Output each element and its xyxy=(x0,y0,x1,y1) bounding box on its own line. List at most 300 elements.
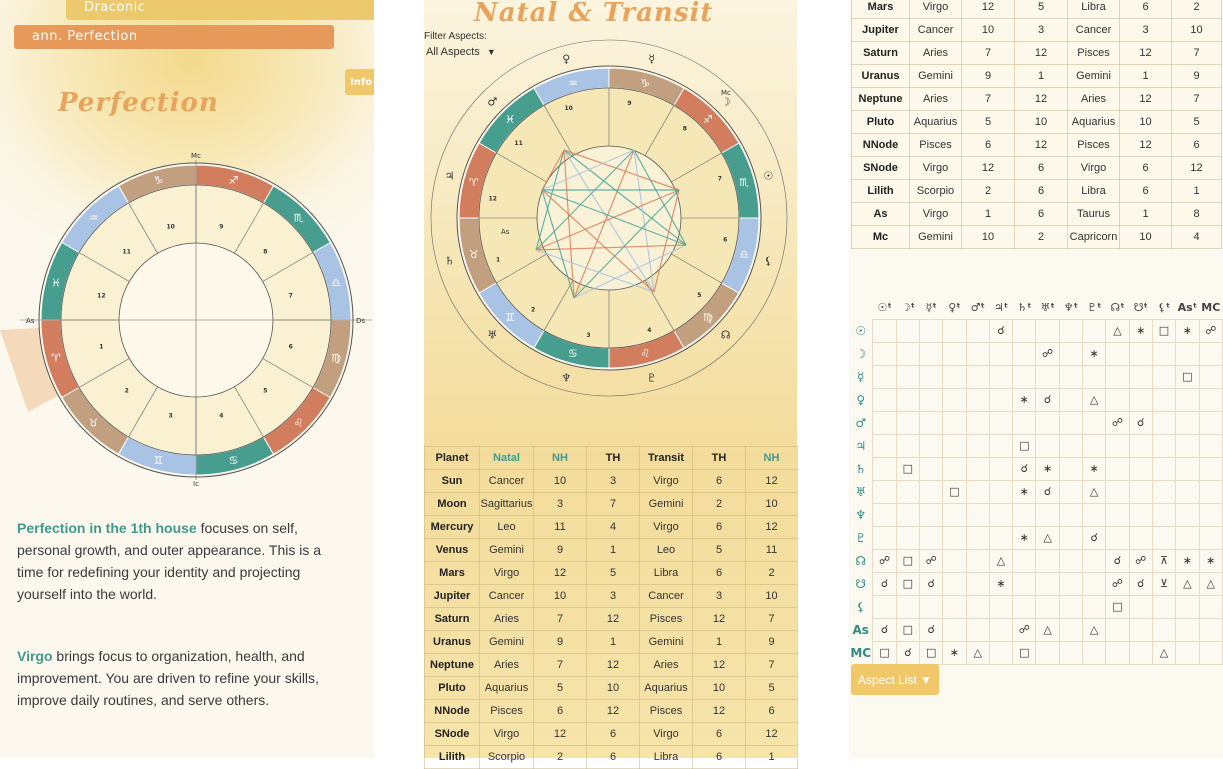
aspect-cell[interactable]: ☍ xyxy=(1199,319,1222,342)
aspect-cell[interactable]: ☌ xyxy=(989,319,1012,342)
aspect-cell[interactable]: ☍ xyxy=(1036,342,1059,365)
aspect-cell[interactable] xyxy=(966,319,989,342)
aspect-cell[interactable] xyxy=(943,388,966,411)
aspect-cell[interactable] xyxy=(1013,595,1036,618)
aspect-cell[interactable] xyxy=(1199,365,1222,388)
aspect-cell[interactable]: □ xyxy=(896,572,919,595)
aspect-cell[interactable] xyxy=(943,457,966,480)
aspect-cell[interactable] xyxy=(1129,618,1152,641)
aspect-cell[interactable] xyxy=(1059,549,1082,572)
aspect-cell[interactable] xyxy=(920,434,943,457)
aspect-row xyxy=(849,434,1223,457)
aspect-cell[interactable] xyxy=(1036,503,1059,526)
table-cell: 9 xyxy=(1172,65,1222,88)
aspect-cell[interactable] xyxy=(943,503,966,526)
table-cell: 2 xyxy=(746,562,798,585)
aspect-cell[interactable] xyxy=(1036,411,1059,434)
aspect-cell[interactable] xyxy=(1176,411,1199,434)
aspect-cell[interactable] xyxy=(1199,434,1222,457)
aspect-cell[interactable] xyxy=(1129,526,1152,549)
aspect-cell[interactable]: ⊻ xyxy=(1152,572,1175,595)
aspect-cell[interactable] xyxy=(1106,526,1129,549)
aspect-cell[interactable]: ☍ xyxy=(1106,572,1129,595)
aspect-cell[interactable]: ∗ xyxy=(1083,457,1106,480)
aspect-cell[interactable]: ∗ xyxy=(1176,319,1199,342)
aspect-cell[interactable] xyxy=(1199,342,1222,365)
aspect-row xyxy=(849,457,1223,480)
table-cell: Gemini xyxy=(480,539,534,562)
aspect-cell[interactable] xyxy=(1199,411,1222,434)
aspect-cell[interactable] xyxy=(966,526,989,549)
table-cell: 12 xyxy=(693,654,746,677)
aspect-cell[interactable] xyxy=(1129,388,1152,411)
aspect-cell[interactable] xyxy=(920,480,943,503)
aspect-cell[interactable] xyxy=(966,549,989,572)
aspect-cell[interactable]: △ xyxy=(989,549,1012,572)
aspect-cell[interactable]: △ xyxy=(1106,319,1129,342)
aspect-cell[interactable] xyxy=(1036,595,1059,618)
aspect-cell[interactable] xyxy=(989,411,1012,434)
aspect-cell[interactable]: ∗ xyxy=(1036,457,1059,480)
table-cell: 9 xyxy=(534,539,587,562)
aspect-cell[interactable] xyxy=(1083,641,1106,664)
table-cell: 6 xyxy=(693,746,746,769)
planet-table-row xyxy=(852,226,1222,249)
aspect-cell[interactable] xyxy=(1199,503,1222,526)
aspect-cell[interactable] xyxy=(1059,503,1082,526)
aspect-cell[interactable] xyxy=(966,572,989,595)
aspect-cell[interactable]: □ xyxy=(896,549,919,572)
table-cell: 12 xyxy=(1015,134,1068,157)
aspect-cell[interactable] xyxy=(1176,342,1199,365)
aspect-cell[interactable] xyxy=(1176,457,1199,480)
aspect-cell[interactable]: □ xyxy=(1176,365,1199,388)
aspect-cell[interactable]: △ xyxy=(1083,388,1106,411)
table-cell: Libra xyxy=(1068,0,1120,19)
perfection-button[interactable]: ann. Perfection xyxy=(14,25,334,49)
aspect-cell[interactable]: ☍ xyxy=(1106,411,1129,434)
aspect-cell[interactable] xyxy=(1059,641,1082,664)
planet-table-row xyxy=(425,654,798,677)
aspect-cell[interactable] xyxy=(920,457,943,480)
table-cell: 12 xyxy=(587,608,640,631)
aspect-cell[interactable] xyxy=(943,342,966,365)
aspect-cell[interactable] xyxy=(1129,595,1152,618)
col-transit-house: TH xyxy=(587,447,640,470)
aspect-cell[interactable]: ∗ xyxy=(1013,526,1036,549)
aspect-cell[interactable] xyxy=(1059,365,1082,388)
aspect-cell[interactable] xyxy=(943,618,966,641)
table-cell: 12 xyxy=(534,723,587,746)
planet-table-row xyxy=(852,19,1222,42)
aspect-cell[interactable] xyxy=(966,618,989,641)
table-cell: Pisces xyxy=(910,134,962,157)
aspect-cell[interactable]: ☍ xyxy=(920,549,943,572)
aspect-cell[interactable]: △ xyxy=(1083,480,1106,503)
aspect-cell[interactable] xyxy=(1083,319,1106,342)
aspect-cell[interactable] xyxy=(1129,641,1152,664)
aspect-cell[interactable] xyxy=(1199,641,1222,664)
aspect-row xyxy=(849,319,1223,342)
aspect-cell[interactable] xyxy=(1152,434,1175,457)
aspect-cell[interactable] xyxy=(1152,411,1175,434)
aspect-cell[interactable]: ☌ xyxy=(920,618,943,641)
aspect-cell[interactable] xyxy=(1106,365,1129,388)
aspect-cell[interactable] xyxy=(1083,572,1106,595)
planet-table-row xyxy=(425,723,798,746)
aspect-cell[interactable] xyxy=(1176,388,1199,411)
planet-glyph-icon: ♅ xyxy=(487,328,498,342)
aspect-cell[interactable] xyxy=(1199,457,1222,480)
table-cell: 12 xyxy=(1120,42,1172,65)
aspect-cell[interactable] xyxy=(989,457,1012,480)
aspect-cell[interactable] xyxy=(966,503,989,526)
aspect-cell[interactable]: ☌ xyxy=(1129,411,1152,434)
aspect-cell[interactable]: ∗ xyxy=(1199,549,1222,572)
aspect-cell[interactable] xyxy=(989,365,1012,388)
filter-aspects-label: Filter Aspects: xyxy=(424,31,487,42)
aspect-cell[interactable]: □ xyxy=(1152,319,1175,342)
aspect-cell[interactable]: □ xyxy=(873,641,896,664)
aspect-cell[interactable]: ∗ xyxy=(943,641,966,664)
aspect-cell[interactable] xyxy=(896,526,919,549)
aspect-cell[interactable] xyxy=(896,342,919,365)
table-cell: Neptune xyxy=(425,654,480,677)
house-number: 7 xyxy=(717,175,722,183)
aspect-cell[interactable] xyxy=(966,342,989,365)
aspect-cell[interactable] xyxy=(989,526,1012,549)
aspect-cell[interactable] xyxy=(943,549,966,572)
aspect-cell[interactable] xyxy=(1106,388,1129,411)
aspect-cell[interactable] xyxy=(1152,526,1175,549)
aspect-cell[interactable] xyxy=(943,595,966,618)
table-cell: 2 xyxy=(962,180,1015,203)
aspect-cell[interactable] xyxy=(873,526,896,549)
house-number: 10 xyxy=(166,223,175,231)
aspect-cell[interactable]: ☌ xyxy=(1083,526,1106,549)
aspect-cell[interactable] xyxy=(1176,618,1199,641)
aspect-cell[interactable] xyxy=(1152,365,1175,388)
aspect-cell[interactable] xyxy=(1036,434,1059,457)
aspect-cell[interactable] xyxy=(1013,365,1036,388)
aspect-cell[interactable]: ☌ xyxy=(896,641,919,664)
aspect-cell[interactable] xyxy=(1106,618,1129,641)
table-cell: 10 xyxy=(746,493,798,516)
aspect-cell[interactable]: ⊼ xyxy=(1152,549,1175,572)
planet-glyph-icon: ♇ xyxy=(646,371,657,385)
aspect-cell[interactable] xyxy=(966,457,989,480)
table-cell: Aquarius xyxy=(1068,111,1120,134)
aspect-cell[interactable] xyxy=(989,434,1012,457)
table-cell: 7 xyxy=(534,654,587,677)
aspect-cell[interactable] xyxy=(1176,595,1199,618)
aspect-cell[interactable] xyxy=(989,342,1012,365)
aspect-cell[interactable] xyxy=(943,411,966,434)
aspect-cell[interactable] xyxy=(1106,480,1129,503)
zodiac-sign-icon: ♌ xyxy=(640,347,651,361)
aspect-cell[interactable] xyxy=(1083,503,1106,526)
aspect-cell[interactable]: ∗ xyxy=(1176,549,1199,572)
aspect-cell[interactable] xyxy=(920,342,943,365)
aspect-cell[interactable]: □ xyxy=(1013,434,1036,457)
table-cell: As xyxy=(852,203,910,226)
table-cell: Aries xyxy=(1068,88,1120,111)
aspect-cell[interactable] xyxy=(873,411,896,434)
table-cell: 9 xyxy=(534,631,587,654)
aspect-cell[interactable]: △ xyxy=(1176,572,1199,595)
aspect-cell[interactable]: △ xyxy=(1036,526,1059,549)
aspect-column-header: ♃ᵗ xyxy=(993,300,1009,314)
natal-transit-title: Natal & Transit xyxy=(474,0,714,28)
aspect-cell[interactable] xyxy=(1176,480,1199,503)
aspect-cell[interactable] xyxy=(1083,365,1106,388)
aspect-cell[interactable] xyxy=(1059,457,1082,480)
planet-table-row xyxy=(425,585,798,608)
table-cell: 12 xyxy=(1172,157,1222,180)
aspect-cell[interactable] xyxy=(1013,342,1036,365)
aspect-cell[interactable] xyxy=(1106,641,1129,664)
aspect-cell[interactable] xyxy=(896,319,919,342)
info-tab[interactable]: Info ▼ xyxy=(345,69,374,95)
aspect-cell[interactable] xyxy=(1129,503,1152,526)
aspect-cell[interactable] xyxy=(1013,503,1036,526)
aspect-cell[interactable] xyxy=(920,595,943,618)
planet-table-row xyxy=(425,470,798,493)
aspect-cell[interactable] xyxy=(989,503,1012,526)
aspect-cell[interactable] xyxy=(1152,618,1175,641)
table-cell: Virgo xyxy=(480,723,534,746)
table-cell: 1 xyxy=(962,203,1015,226)
house-number: 3 xyxy=(168,412,173,420)
aspect-cell[interactable] xyxy=(1083,434,1106,457)
aspect-cell[interactable] xyxy=(896,434,919,457)
aspect-cell[interactable] xyxy=(1152,480,1175,503)
aspect-cell[interactable] xyxy=(1083,411,1106,434)
aspect-cell[interactable] xyxy=(1083,595,1106,618)
aspect-cell[interactable] xyxy=(1036,641,1059,664)
aspect-cell[interactable] xyxy=(1106,342,1129,365)
aspect-cell[interactable] xyxy=(1059,319,1082,342)
aspect-cell[interactable] xyxy=(1129,457,1152,480)
table-cell: Pisces xyxy=(1068,134,1120,157)
aspect-cell[interactable] xyxy=(1199,526,1222,549)
aspect-cell[interactable] xyxy=(989,595,1012,618)
aspect-cell[interactable] xyxy=(920,388,943,411)
aspect-cell[interactable] xyxy=(1013,549,1036,572)
table-cell: 6 xyxy=(1015,157,1068,180)
aspect-cell[interactable] xyxy=(1129,342,1152,365)
aspect-cell[interactable] xyxy=(1059,618,1082,641)
zodiac-sign-icon: ♐ xyxy=(703,113,713,127)
aspect-cell[interactable] xyxy=(943,365,966,388)
aspect-cell[interactable]: ☌ xyxy=(873,572,896,595)
aspect-cell[interactable] xyxy=(989,641,1012,664)
aspect-cell[interactable] xyxy=(1129,365,1152,388)
aspect-cell[interactable] xyxy=(896,595,919,618)
aspect-cell[interactable] xyxy=(1036,319,1059,342)
aspect-cell[interactable] xyxy=(1152,595,1175,618)
aspect-cell[interactable]: △ xyxy=(1083,618,1106,641)
aspect-column-header: ☊ᵗ xyxy=(1110,300,1125,314)
aspect-cell[interactable]: ∗ xyxy=(989,572,1012,595)
aspect-cell[interactable] xyxy=(1059,411,1082,434)
aspect-cell[interactable] xyxy=(920,411,943,434)
aspect-cell[interactable] xyxy=(1199,480,1222,503)
aspect-cell[interactable]: △ xyxy=(1036,618,1059,641)
aspect-cell[interactable] xyxy=(1176,434,1199,457)
aspect-cell[interactable] xyxy=(920,526,943,549)
aspect-cell[interactable] xyxy=(966,434,989,457)
aspect-cell[interactable] xyxy=(1152,503,1175,526)
aspect-cell[interactable] xyxy=(1036,365,1059,388)
aspect-cell[interactable] xyxy=(1013,411,1036,434)
aspect-cell[interactable]: ∗ xyxy=(1129,319,1152,342)
table-cell: Cancer xyxy=(910,19,962,42)
aspect-cell[interactable] xyxy=(1129,480,1152,503)
filter-aspects-value: All Aspects xyxy=(426,46,480,58)
aspect-cell[interactable] xyxy=(943,434,966,457)
aspect-cell[interactable]: ☌ xyxy=(873,618,896,641)
aspect-cell[interactable] xyxy=(966,388,989,411)
aspect-cell[interactable] xyxy=(1106,457,1129,480)
aspect-cell[interactable]: △ xyxy=(966,641,989,664)
aspect-cell[interactable] xyxy=(1059,595,1082,618)
planet-table-row xyxy=(425,516,798,539)
aspect-cell[interactable]: ☍ xyxy=(1013,618,1036,641)
aspect-cell[interactable] xyxy=(1059,434,1082,457)
table-cell: 12 xyxy=(1015,42,1068,65)
aspect-cell[interactable] xyxy=(1199,595,1222,618)
aspect-cell[interactable] xyxy=(920,319,943,342)
aspect-cell[interactable]: □ xyxy=(896,618,919,641)
aspect-cell[interactable]: ☌ xyxy=(1106,549,1129,572)
aspect-cell[interactable] xyxy=(873,480,896,503)
aspect-cell[interactable]: △ xyxy=(1152,641,1175,664)
aspect-cell[interactable] xyxy=(1083,549,1106,572)
aspect-cell[interactable] xyxy=(1176,526,1199,549)
aspect-cell[interactable] xyxy=(920,503,943,526)
aspect-cell[interactable] xyxy=(989,480,1012,503)
aspect-cell[interactable] xyxy=(1036,549,1059,572)
aspect-cell[interactable] xyxy=(873,388,896,411)
aspect-cell[interactable] xyxy=(1059,388,1082,411)
aspect-cell[interactable] xyxy=(1013,572,1036,595)
house-number: 9 xyxy=(627,99,632,107)
aspect-cell[interactable] xyxy=(966,365,989,388)
table-cell: 3 xyxy=(693,585,746,608)
aspect-row xyxy=(849,365,1223,388)
aspect-cell[interactable] xyxy=(989,388,1012,411)
table-cell: 6 xyxy=(1120,0,1172,19)
table-cell: 2 xyxy=(1172,0,1222,19)
aspect-cell[interactable]: ☌ xyxy=(1036,388,1059,411)
table-cell: 10 xyxy=(1120,111,1172,134)
aspect-list-button[interactable]: Aspect List ▼ xyxy=(851,664,939,695)
aspect-row-label: MC xyxy=(850,645,872,660)
aspect-column-header: MC xyxy=(1201,300,1221,314)
aspect-cell[interactable] xyxy=(1176,503,1199,526)
aspect-cell[interactable] xyxy=(896,480,919,503)
aspect-cell[interactable]: ☌ xyxy=(1013,457,1036,480)
aspect-cell[interactable] xyxy=(873,319,896,342)
aspect-cell[interactable] xyxy=(1176,641,1199,664)
aspect-cell[interactable] xyxy=(989,618,1012,641)
aspect-cell[interactable] xyxy=(1199,388,1222,411)
aspect-cell[interactable] xyxy=(1152,457,1175,480)
aspect-cell[interactable] xyxy=(966,595,989,618)
table-cell: 10 xyxy=(534,585,587,608)
aspect-cell[interactable]: ☍ xyxy=(873,549,896,572)
aspect-cell[interactable] xyxy=(896,388,919,411)
aspect-row xyxy=(849,572,1223,595)
aspect-cell[interactable] xyxy=(1129,434,1152,457)
aspect-cell[interactable] xyxy=(1036,572,1059,595)
aspect-cell[interactable] xyxy=(1152,342,1175,365)
aspect-cell[interactable] xyxy=(920,365,943,388)
zodiac-sign-icon: ♏ xyxy=(739,175,750,189)
table-cell: Pluto xyxy=(852,111,910,134)
aspect-cell[interactable]: □ xyxy=(1106,595,1129,618)
aspect-cell[interactable]: ∗ xyxy=(1013,480,1036,503)
aspect-cell[interactable] xyxy=(1059,526,1082,549)
aspect-cell[interactable] xyxy=(896,411,919,434)
aspect-cell[interactable] xyxy=(943,526,966,549)
draconic-button[interactable]: Draconic xyxy=(66,0,374,20)
aspect-cell[interactable] xyxy=(873,457,896,480)
aspect-column-header: ♇ᵗ xyxy=(1087,300,1102,314)
aspect-cell[interactable]: ☍ xyxy=(1129,549,1152,572)
table-cell: Mars xyxy=(425,562,480,585)
table-cell: 10 xyxy=(587,677,640,700)
aspect-cell[interactable] xyxy=(1059,572,1082,595)
aspect-cell[interactable] xyxy=(943,319,966,342)
aspect-cell[interactable] xyxy=(896,365,919,388)
table-cell: Virgo xyxy=(640,723,693,746)
aspect-cell[interactable] xyxy=(873,595,896,618)
aspect-cell[interactable] xyxy=(1106,503,1129,526)
aspect-cell[interactable]: □ xyxy=(920,641,943,664)
aspect-cell[interactable] xyxy=(1106,434,1129,457)
aspect-cell[interactable] xyxy=(873,503,896,526)
aspect-cell[interactable] xyxy=(1013,319,1036,342)
aspect-cell[interactable]: ☌ xyxy=(1036,480,1059,503)
aspect-cell[interactable]: △ xyxy=(1199,572,1222,595)
aspect-cell[interactable] xyxy=(1059,342,1082,365)
aspect-cell[interactable] xyxy=(966,411,989,434)
aspect-cell[interactable] xyxy=(1152,388,1175,411)
aspect-cell[interactable]: □ xyxy=(1013,641,1036,664)
aspect-cell[interactable] xyxy=(896,503,919,526)
aspect-cell[interactable]: ∗ xyxy=(1013,388,1036,411)
planet-table-row xyxy=(852,180,1222,203)
aspect-cell[interactable]: □ xyxy=(943,480,966,503)
perfection-sign-text xyxy=(17,645,347,711)
table-cell: 7 xyxy=(534,608,587,631)
table-cell: Cancer xyxy=(640,585,693,608)
aspect-cell[interactable] xyxy=(873,434,896,457)
aspect-cell[interactable] xyxy=(873,365,896,388)
aspect-cell[interactable] xyxy=(873,342,896,365)
aspect-cell[interactable]: □ xyxy=(896,457,919,480)
aspect-cell[interactable] xyxy=(1059,480,1082,503)
aspect-cell[interactable] xyxy=(1199,618,1222,641)
aspect-cell[interactable] xyxy=(943,572,966,595)
aspect-cell[interactable]: ∗ xyxy=(1083,342,1106,365)
aspect-cell[interactable] xyxy=(966,480,989,503)
aspect-cell[interactable]: ☌ xyxy=(1129,572,1152,595)
table-cell: Virgo xyxy=(910,0,962,19)
aspect-cell[interactable]: ☌ xyxy=(920,572,943,595)
